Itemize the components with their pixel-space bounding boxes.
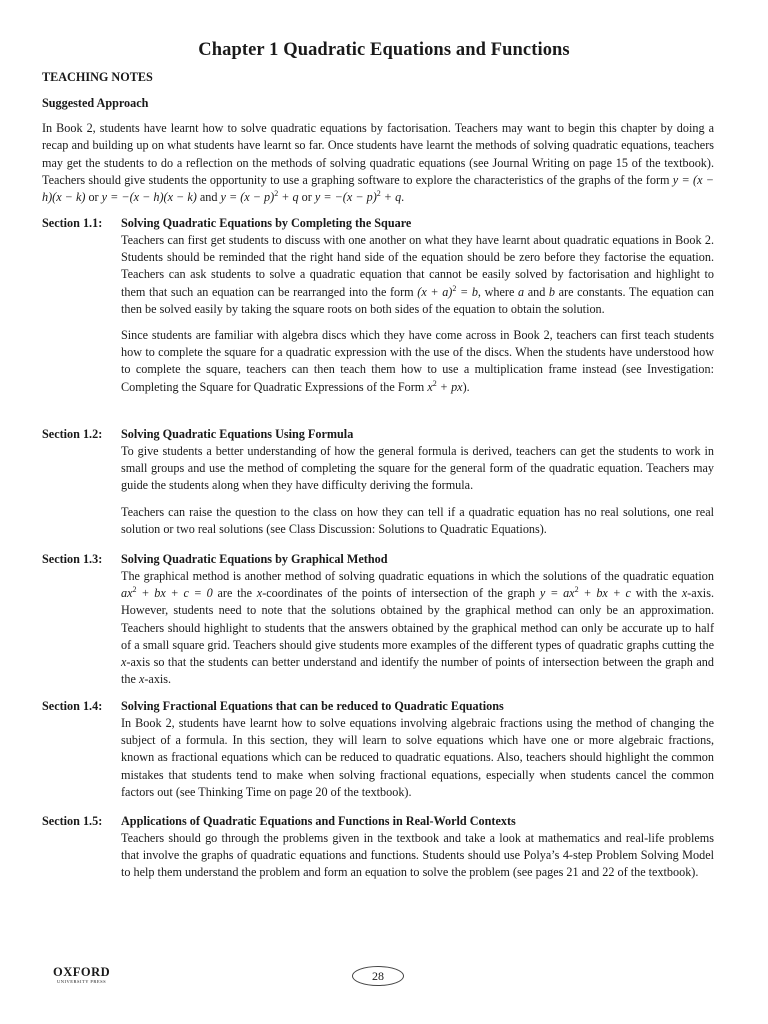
section-paragraph: To give students a better understanding of how the general formula is derived, teachers can get the students to work in small groups and use the method of completing the square for the general form of the quadratic equation. Teachers may guide the students along when they have difficulty deriving the formula.	[121, 444, 714, 493]
section-title: Solving Quadratic Equations by Graphical Method	[121, 552, 388, 566]
section-paragraph: Since students are familiar with algebra discs which they have come across in Book 2, teachers can first teach students how to complete the square for a quadratic expression with the use of the discs. When the students have understood how to complete the square, teachers can then teach them how to use a multiplication frame instead (see Investigation: Completing the Square for Quadratic Expressions of the Form $x^2 + px$).	[121, 328, 714, 394]
suggested-approach-heading: Suggested Approach	[42, 96, 149, 110]
section-number: Section 1.2:	[42, 427, 103, 441]
section-body	[121, 568, 714, 697]
section-paragraph: In Book 2, students have learnt how to solve equations involving algebraic fractions using the method of changing the subject of a formula. In this section, they will learn to solve equations which have one or more algebraic fractions, known as fractional equations which can be reduced to quadratic equations. Also, teachers should highlight the common mistakes that students tend to make when solving fractional equations, especially when students cancel the common factors out (see Thinking Time on page 20 of the textbook).	[121, 716, 714, 799]
section-paragraph: Teachers can raise the question to the class on how they can tell if a quadratic equation has no real solutions, one real solution or two real solutions (see Class Discussion: Solutions to Quadratic Equations).	[121, 504, 714, 536]
section-body	[121, 232, 714, 405]
section-title: Solving Quadratic Equations Using Formula	[121, 427, 354, 441]
page-number: 28	[352, 966, 404, 986]
logo-subtext: UNIVERSITY PRESS	[56, 979, 107, 984]
section-body	[121, 443, 714, 547]
section-paragraph: Teachers can first get students to discuss with one another on what they have learnt about quadratic equations in Book 2. Students should be reminded that the right hand side of the equation should be zero before they factorise the equation. Teachers can ask students to solve a quadratic equation that cannot be easily solved by factorisation and highlight to them that such an equation can be rearranged into the form $(x + a)^2 = b$, where a and b are constants. The equation can then be solved easily by taking the square roots on both sides of the equation to obtain the solution.	[121, 233, 714, 316]
section-paragraph: The graphical method is another method of solving quadratic equations in which the solutions of the quadratic equation $ax^2$ + bx + c = 0 are the x-coordinates of the points of intersection of the graph $y = ax^2$ + bx + c with the x-axis. However, students need to note that the solutions obtained by the graphical method can only be an approximation. Teachers should highlight to students that the answers obtained by the graphical method can only be accurate up to half of a small square grid. Teachers should give students more examples of the different types of quadratic graphs cutting the x-axis so that the students can better understand and identify the number of points of intersection between the graph and the x-axis.	[121, 569, 714, 687]
section-number: Section 1.5:	[42, 814, 103, 828]
section-title: Applications of Quadratic Equations and Functions in Real-World Contexts	[121, 814, 516, 828]
section-body	[121, 830, 714, 891]
intro-paragraph: In Book 2, students have learnt how to solve quadratic equations by factorisation. Teachers may want to begin this chapter by doing a recap and building up on what students have learnt so far. Once students have learnt the methods of solving quadratic equations, teachers may get the students to do a reflection on the methods of solving quadratic equations (see Journal Writing on page 15 of the textbook). Teachers should give students the opportunity to use a graphing software to explore the characteristics of the graphs of the form y = (x − h)(x − k) or y = −(x − h)(x − k) and $y = (x - p)^2 + q$ or $y = -(x - p)^2 + q$.	[42, 121, 715, 205]
section-title: Solving Fractional Equations that can be reduced to Quadratic Equations	[121, 699, 504, 713]
chapter-title: Chapter 1 Quadratic Equations and Functions	[198, 40, 570, 60]
publisher-logo	[53, 965, 110, 984]
section-title: Solving Quadratic Equations by Completing the Square	[121, 216, 412, 230]
logo-text: OXFORD	[53, 965, 111, 979]
section-number: Section 1.3:	[42, 552, 103, 566]
teaching-notes-heading: TEACHING NOTES	[42, 70, 153, 84]
section-number: Section 1.4:	[42, 699, 103, 713]
section-paragraph: Teachers should go through the problems given in the textbook and take a look at mathematics and real-life problems that involve the graphs of quadratic equations and functions. Students should use Polya’s 4-step Problem Solving Model to help them understand the problem and form an equation to solve the problem (see pages 21 and 22 of the textbook).	[121, 831, 714, 880]
section-number: Section 1.1:	[42, 216, 103, 230]
section-body	[121, 715, 714, 810]
